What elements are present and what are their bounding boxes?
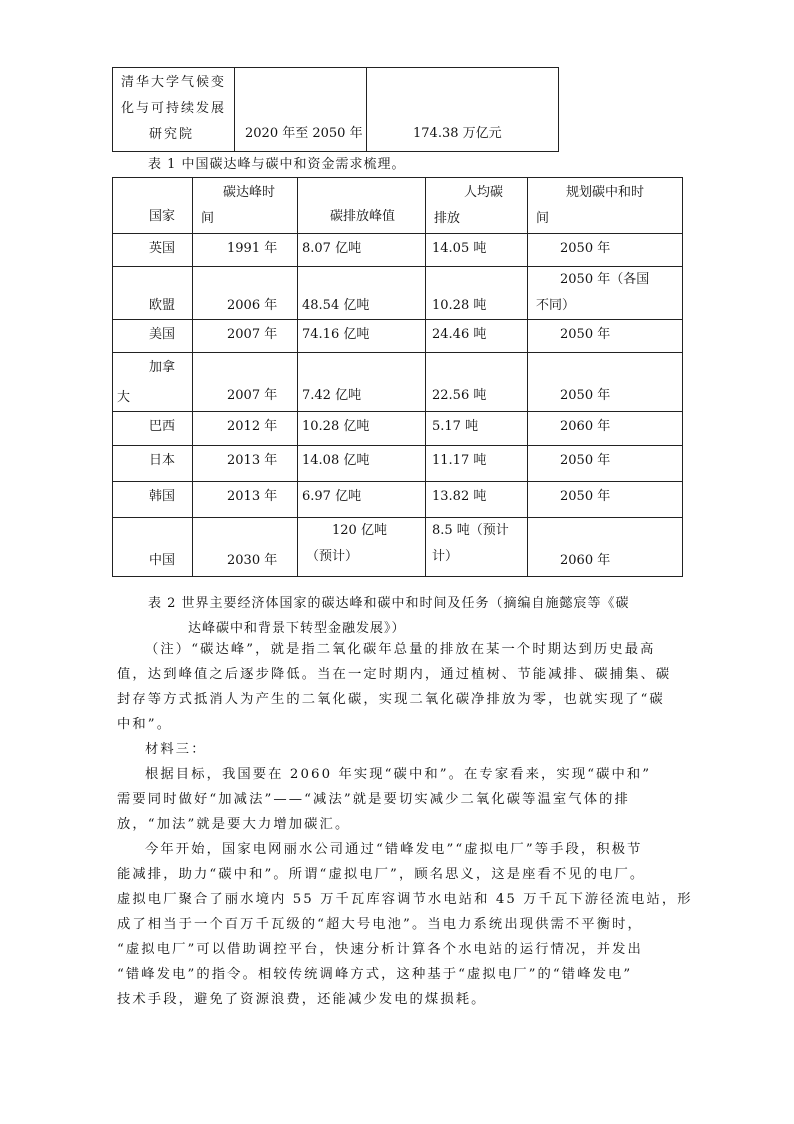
carbon-peak-table <box>112 177 683 577</box>
peak-year: 2007 年 <box>227 388 278 403</box>
table-row <box>113 353 683 412</box>
table-row <box>113 68 559 152</box>
neutral-year: 2050 年（各国 <box>560 272 650 287</box>
institution-line: 研究院 <box>149 127 195 142</box>
country: 加拿 <box>149 360 176 375</box>
paragraph-line: 放，“加法”就是要大力增加碳汇。 <box>117 817 351 832</box>
per-capita: 11.17 吨 <box>432 453 487 468</box>
table-row <box>113 234 683 267</box>
country: 美国 <box>149 327 176 342</box>
note-line: 封存等方式抵消人为产生的二氧化碳，实现二氧化碳净排放为零，也就实现了“碳 <box>117 692 665 707</box>
institution-line: 清华大学气候变 <box>121 75 227 90</box>
material3-title: 材料三： <box>145 742 207 757</box>
neutral-year: 2060 年 <box>560 419 611 434</box>
table-row <box>113 518 683 577</box>
country: 英国 <box>149 241 176 256</box>
paragraph-line: 虚拟电厂聚合了丽水境内 55 万千瓦库容调节水电站和 45 万千瓦下游径流电站，形 <box>117 892 693 907</box>
note-paragraph <box>117 637 677 737</box>
per-capita: 8.5 吨（预计 <box>432 523 509 538</box>
header-per-capita: 人均碳 <box>464 185 504 200</box>
neutral-year: 2050 年 <box>560 453 611 468</box>
material3-paragraph-2 <box>117 837 693 1012</box>
institution-line: 化与可持续发展 <box>121 101 227 116</box>
header-peak-time: 碳达峰时 <box>223 185 276 200</box>
per-capita: 24.46 吨 <box>432 327 487 342</box>
per-capita: 13.82 吨 <box>432 489 487 504</box>
peak-year: 2013 年 <box>227 489 278 504</box>
per-capita: 10.28 吨 <box>432 298 487 313</box>
amount-cell <box>367 68 559 152</box>
table2-caption-line: 表 2 世界主要经济体国家的碳达峰和碳中和时间及任务（摘编自施懿宸等《碳 <box>148 596 630 611</box>
table-row <box>113 482 683 518</box>
paragraph-line: “错峰发电”的指令。相较传统调峰方式，这种基于“虚拟电厂”的“错峰发电” <box>117 967 633 982</box>
peak-value: 48.54 亿吨 <box>302 298 370 313</box>
period-text: 2020 年至 2050 年 <box>245 126 363 141</box>
peak-year: 2030 年 <box>227 553 278 568</box>
country: 中国 <box>149 553 176 568</box>
table2-caption-line: 达峰碳中和背景下转型金融发展》） <box>188 621 406 636</box>
peak-year: 1991 年 <box>227 241 278 256</box>
peak-year: 2007 年 <box>227 327 278 342</box>
paragraph-line: 根据目标，我国要在 2060 年实现“碳中和”。在专家看来，实现“碳中和” <box>145 767 652 782</box>
country: 日本 <box>149 453 176 468</box>
neutral-year: 2050 年 <box>560 388 611 403</box>
peak-value: 10.28 亿吨 <box>302 419 370 434</box>
paragraph-line: 能减排，助力“碳中和”。所谓“虚拟电厂”，顾名思义，这是座看不见的电厂。 <box>117 867 646 882</box>
peak-value: 6.97 亿吨 <box>302 489 362 504</box>
neutral-year: 2060 年 <box>560 553 611 568</box>
per-capita-note: 计） <box>432 549 459 564</box>
table-header-row <box>113 178 683 234</box>
paragraph-line: 成了相当于一个百万千瓦级的“超大号电池”。当电力系统出现供需不平衡时， <box>117 917 643 932</box>
peak-value: 8.07 亿吨 <box>302 241 362 256</box>
funding-table <box>112 67 559 152</box>
country: 巴西 <box>149 419 176 434</box>
peak-value: 14.08 亿吨 <box>302 453 370 468</box>
header-peak-time-2: 间 <box>201 211 215 226</box>
paragraph-line: 今年开始，国家电网丽水公司通过“错峰发电”“虚拟电厂”等手段，积极节 <box>145 842 643 857</box>
table-row <box>113 267 683 320</box>
note-line: 值，达到峰值之后逐步降低。当在一定时期内，通过植树、节能减排、碳捕集、碳 <box>117 667 672 682</box>
peak-year: 2006 年 <box>227 298 278 313</box>
paragraph-line: “虚拟电厂”可以借助调控平台，快速分析计算各个水电站的运行情况，并发出 <box>117 942 643 957</box>
per-capita: 22.56 吨 <box>432 388 487 403</box>
table-row <box>113 320 683 353</box>
amount-text: 174.38 万亿元 <box>413 126 502 141</box>
per-capita: 14.05 吨 <box>432 241 487 256</box>
per-capita: 5.17 吨 <box>432 419 479 434</box>
paragraph-line: 技术手段，避免了资源浪费，还能减少发电的煤损耗。 <box>117 992 487 1007</box>
country-2: 大 <box>117 390 131 405</box>
institution-cell <box>113 68 235 152</box>
header-peak-value: 碳排放峰值 <box>330 209 396 224</box>
neutral-year: 2050 年 <box>560 241 611 256</box>
peak-value: 120 亿吨 <box>332 523 387 538</box>
header-per-capita-2: 排放 <box>434 211 461 226</box>
table-row <box>113 412 683 446</box>
table1-caption: 表 1 中国碳达峰与碳中和资金需求梳理。 <box>148 157 406 172</box>
header-neutral-time: 规划碳中和时 <box>566 185 645 200</box>
peak-year: 2012 年 <box>227 419 278 434</box>
note-line: （注）“碳达峰”，就是指二氧化碳年总量的排放在某一个时期达到历史最高 <box>145 642 656 657</box>
neutral-year: 2050 年 <box>560 327 611 342</box>
paragraph-line: 需要同时做好“加减法”——“减法”就是要切实减少二氧化碳等温室气体的排 <box>117 792 630 807</box>
neutral-year: 2050 年 <box>560 489 611 504</box>
material3-paragraph-1 <box>117 762 677 837</box>
header-country: 国家 <box>149 209 176 224</box>
country: 欧盟 <box>149 298 176 313</box>
peak-value: 7.42 亿吨 <box>302 388 362 403</box>
note-line: 中和”。 <box>117 717 173 732</box>
header-neutral-time-2: 间 <box>536 211 550 226</box>
peak-value-note: （预计） <box>306 549 359 564</box>
period-cell <box>235 68 367 152</box>
neutral-year-note: 不同） <box>536 298 576 313</box>
peak-value: 74.16 亿吨 <box>302 327 370 342</box>
country: 韩国 <box>149 489 176 504</box>
peak-year: 2013 年 <box>227 453 278 468</box>
table-row <box>113 446 683 482</box>
table2-caption <box>148 591 708 641</box>
